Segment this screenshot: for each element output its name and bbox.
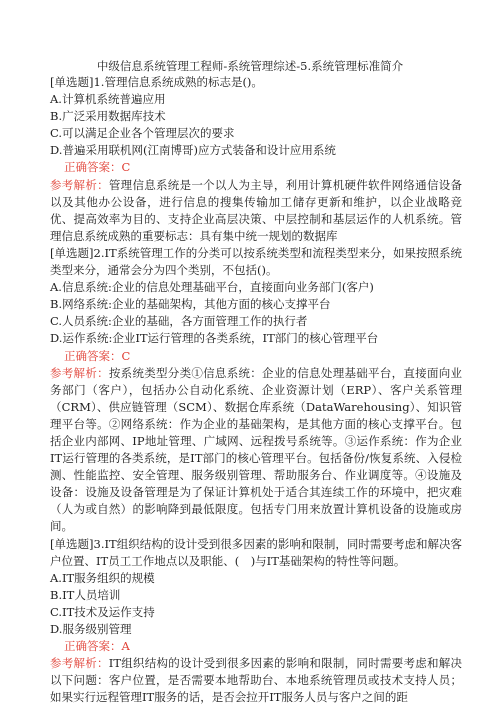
option-a: A.IT服务组织的规模: [50, 570, 155, 585]
analysis-label: 参考解析：: [50, 656, 109, 671]
correct-answer: 正确答案：C: [64, 348, 131, 363]
question-stem: [单选题]3.IT组织结构的设计受到很多因素的影响和限制，同时需要考虑和解决客户位置、IT员工工作地点以及职能、( )与IT基础架构的特性等问题。: [50, 536, 462, 568]
option-c: C.人员系统:企业的基础，各方面管理工作的执行者: [50, 314, 308, 329]
analysis-text: 按系统类型分类①信息系统：企业的信息处理基础平台，直接面向业务部门（客户），包括办公自动化系统、企业资源计划（ERP）、客户关系管理（CRM）、供应链管理（SCM）、数据仓库系统（DataWarehousing）、知识管理平台等。②网络系统：作为企业的基础架构，是其他方面的核心支撑平台。包括企业内部网、IP地址管理、广域网、远程拨号系统等。③运作系统：作为企业IT运行管理的各类系统，是IT部门的核心管理平台。包括备份/恢复系统、入侵检测、性能监控、安全管理、服务级别管理、帮助服务台、作业调度等。④设施及设备：设施及设备管理是为了保证计算机处于适合其连续工作的环境中，把灾难（人为或自然）的影响降到最低限度。包括专门用来放置计算机设备的设施或房间。: [50, 365, 463, 534]
question-stem: [单选题]2.IT系统管理工作的分类可以按系统类型和流程类型来分，如果按照系统类型来分，通常会分为四个类别，不包括()。: [50, 245, 462, 278]
option-b: B.广泛采用数据库技术: [50, 109, 166, 124]
analysis-text: 管理信息系统是一个以人为主导，利用计算机硬件软件网络通信设备以及其他办公设备，进行信息的搜集传输加工储存更新和维护，以企业战略竞优、提高效率为目的、支持企业高层决策、中层控制和基层运作的人机系统。管理信息系统成熟的重要标志：具有集中统一规划的数据库: [50, 177, 463, 243]
analysis: [50, 177, 462, 245]
question-block: [50, 536, 462, 707]
analysis-label: 参考解析：: [50, 177, 109, 192]
document-body: [50, 74, 462, 706]
question-block: [50, 245, 462, 536]
analysis-text: IT组织结构的设计受到很多因素的影响和限制，同时需要考虑和解决以下问题：客户位置，是否需要本地帮助台、本地系统管理员或技术支持人员；如果实行远程管理IT服务的话，是否会拉开IT服务人员与客户之间的距: [50, 656, 462, 705]
correct-answer: 正确答案：A: [64, 639, 130, 654]
option-d: D.普遍采用联机网(江南博哥)应方式装备和设计应用系统: [50, 143, 336, 158]
analysis-label: 参考解析：: [50, 365, 109, 380]
analysis: [50, 365, 462, 536]
document-title: 中级信息系统管理工程师-系统管理综述-5.系统管理标准简介: [96, 59, 404, 73]
option-d: D.运作系统:企业IT运行管理的各类系统，IT部门的核心管理平台: [50, 331, 379, 346]
analysis: [50, 655, 462, 706]
correct-answer: 正确答案：C: [64, 160, 131, 175]
option-a: A.计算机系统普遍应用: [50, 92, 166, 107]
option-b: B.网络系统:企业的基础架构，其他方面的核心支撑平台: [50, 297, 331, 312]
question-stem: [单选题]1.管理信息系统成熟的标志是()。: [50, 75, 263, 89]
option-d: D.服务级别管理: [50, 622, 132, 636]
option-c: C.可以满足企业各个管理层次的要求: [50, 126, 235, 141]
option-c: C.IT技术及运作支持: [50, 604, 155, 619]
question-block: [50, 74, 462, 245]
option-b: B.IT人员培训: [50, 587, 121, 602]
option-a: A.信息系统:企业的信息处理基础平台，直接面向业务部门(客户): [50, 280, 374, 295]
